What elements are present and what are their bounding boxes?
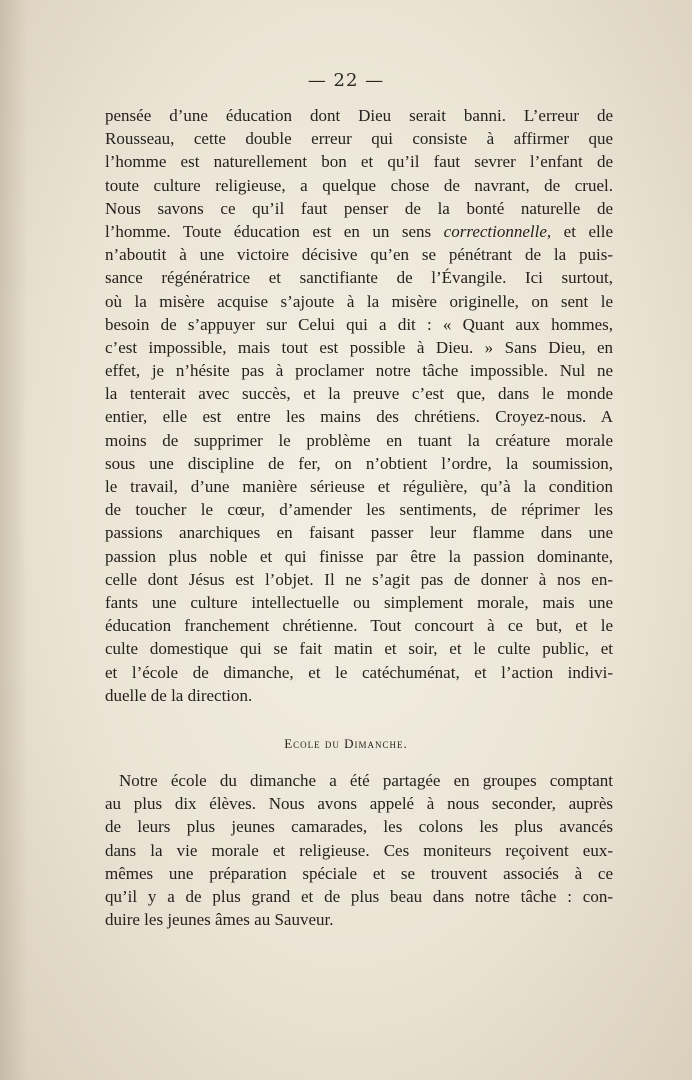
text-line: Rousseau, cette double erreur qui consiste à affirmer que xyxy=(105,129,613,149)
text-line: éducation franchement chrétienne. Tout concourt à ce but, et le xyxy=(105,616,613,636)
page-number: — 22 — xyxy=(307,70,385,91)
text-line: qu’il y a de plus grand et de plus beau dans notre tâche : con- xyxy=(105,886,613,906)
text-line: fants une culture intellectuelle ou simplement morale, mais une xyxy=(105,592,613,612)
text-line: besoin de s’appuyer sur Celui qui a dit : « Quant aux hommes, xyxy=(105,314,613,334)
text-line: de toucher le cœur, d’amender les sentiments, de réprimer les xyxy=(105,500,613,520)
text-line: passions anarchiques en faisant passer leur flamme dans une xyxy=(105,523,613,543)
text-line: culte domestique qui se fait matin et soir, et le culte public, et xyxy=(105,639,613,659)
italic-word: correctionnelle xyxy=(443,221,547,241)
text-line: passion plus noble et qui finisse par être la passion dominante, xyxy=(105,546,613,566)
text-line: de leurs plus jeunes camarades, les colons les plus avancés xyxy=(105,817,613,837)
text-line: duire les jeunes âmes au Sauveur. xyxy=(105,910,334,930)
text-line: Nous savons ce qu’il faut penser de la bonté naturelle de xyxy=(105,198,613,218)
text-line: sance régénératrice et sanctifiante de l’Évangile. Ici surtout, xyxy=(105,268,613,288)
paragraph-2 xyxy=(105,769,613,931)
text-line: n’aboutit à une victoire décisive qu’en se pénétrant de la puis- xyxy=(105,245,613,265)
text-line: mêmes une préparation spéciale et se trouvent associés à ce xyxy=(105,863,613,883)
text-line: pensée d’une éducation dont Dieu serait banni. L’erreur de xyxy=(105,106,613,125)
text-line: la tenterait avec succès, et la preuve c’est que, dans le monde xyxy=(105,384,613,404)
text-line: toute culture religieuse, a quelque chose de navrant, de cruel. xyxy=(105,175,613,195)
text-line: c’est impossible, mais tout est possible à Dieu. » Sans Dieu, en xyxy=(105,337,613,357)
text-line: au plus dix élèves. Nous avons appelé à nous seconder, auprès xyxy=(105,794,613,814)
paragraph-1 xyxy=(105,104,613,707)
text-line: où la misère acquise s’ajoute à la misère originelle, on sent le xyxy=(105,291,613,311)
text-line: entier, elle est entre les mains des chrétiens. Croyez-nous. A xyxy=(105,407,613,427)
text-line: celle dont Jésus est l’objet. Il ne s’agit pas de donner à nos en- xyxy=(105,569,613,589)
text-line: dans la vie morale et religieuse. Ces moniteurs reçoivent eux- xyxy=(105,840,613,860)
binding-shadow xyxy=(0,0,28,1080)
text-line-with-italic: l’homme. Toute éducation est en un sens correctionnelle, et elle xyxy=(105,221,613,241)
text-line: Notre école du dimanche a été partagée en groupes comptant xyxy=(119,771,613,790)
section-heading: Ecole du Dimanche. xyxy=(284,736,408,751)
text-line: sous une discipline de fer, on n’obtient l’ordre, la soumission, xyxy=(105,453,613,473)
text-line: duelle de la direction. xyxy=(105,685,253,705)
text-line: effet, je n’hésite pas à proclamer notre tâche impossible. Nul ne xyxy=(105,361,613,381)
text-line: et l’école de dimanche, et le catéchuménat, et l’action indivi- xyxy=(105,662,613,682)
text-line: le travail, d’une manière sérieuse et régulière, qu’à la condition xyxy=(105,477,613,496)
text-line: moins de supprimer le problème en tuant la créature morale xyxy=(105,430,613,450)
text-line: l’homme est naturellement bon et qu’il faut sevrer l’enfant de xyxy=(105,152,613,172)
